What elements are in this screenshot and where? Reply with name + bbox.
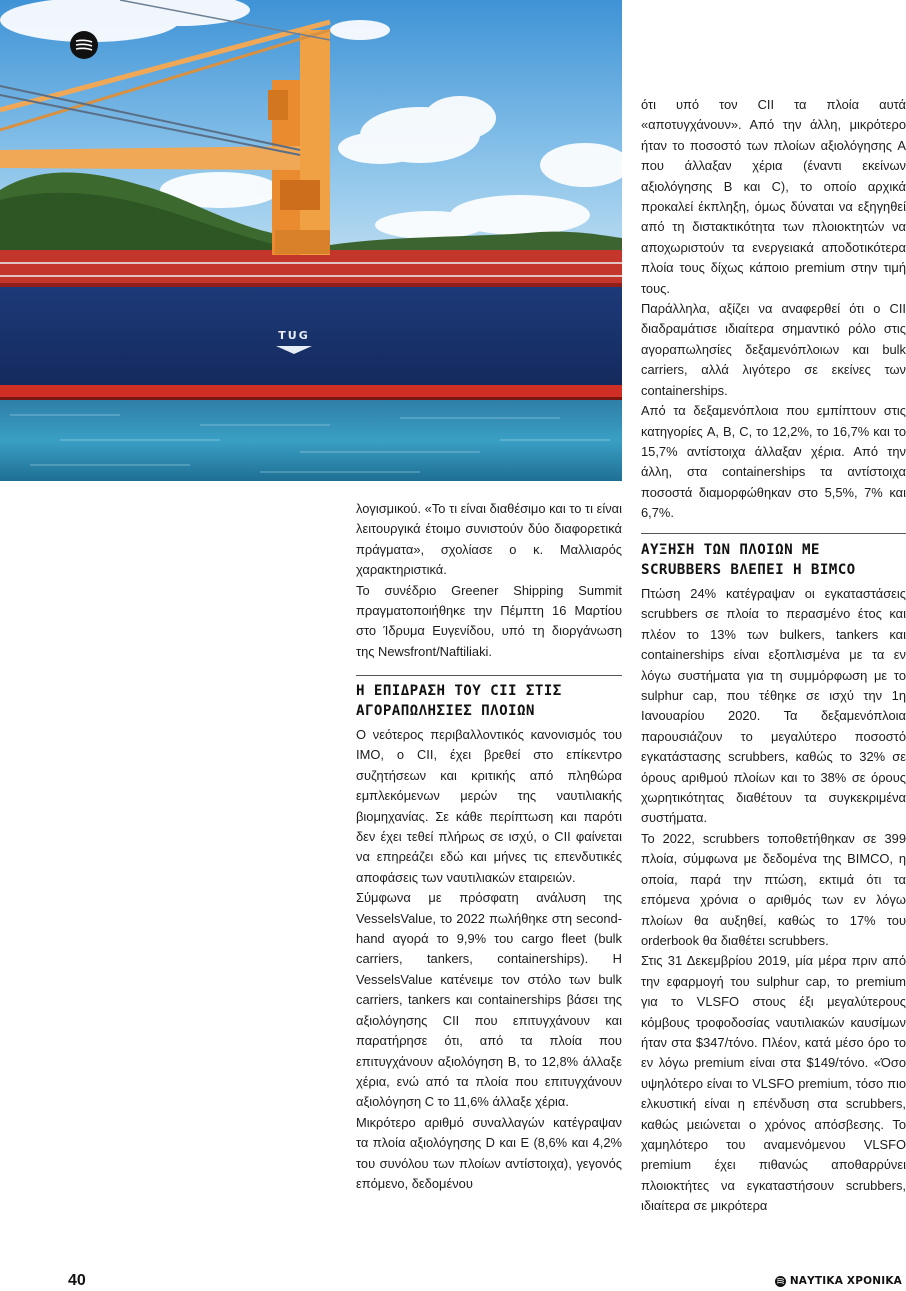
middle-column-section [356, 681, 622, 1194]
right-column-section [641, 540, 906, 1217]
right-column-intro [641, 95, 906, 524]
middle-column-intro [356, 499, 622, 662]
paragraph: Παράλληλα, αξίζει να αναφερθεί ότι ο CII διαδραμάτισε ιδιαίτερα σημαντικό ρόλο στις αγοραπωλησίες δεξαμενόπλοιων και bulk carriers, αλλά λιγότερο σε εκείνες των containerships. [641, 301, 906, 398]
bulk-carrier-image [0, 0, 622, 481]
page-number: 40 [68, 1272, 86, 1289]
publication-logo-icon [775, 1276, 786, 1287]
paragraph: λογισμικού. «Το τι είναι διαθέσιμο και το τι είναι λειτουργικά έτοιμο συνιστούν δύο διαφορετικά πράγματα», σχολίασε ο κ. Μαλλιαρός χαρακτηριστικά. [356, 501, 622, 578]
paragraph: Από τα δεξαμενόπλοια που εμπίπτουν στις κατηγορίες A, B, C, το 12,2%, το 16,7% και το 15,7% αντίστοιχα άλλαξαν χέρια. Από την άλλη, στα containerships τα αντίστοιχα ποσοστά διαμορφώθηκαν στο 5,5%, 7% και 6,7%. [641, 403, 906, 521]
paragraph: Το 2022, scrubbers τοποθετήθηκαν σε 399 πλοία, σύμφωνα με δεδομένα της BIMCO, η οποία, παρά την πτώση, εκτιμά ότι τα επόμενα χρόνια ο αριθμός των εν λόγω πλοίων θα αυξηθεί, καθώς το 17% του orderbook θα διαθέτει scrubbers. [641, 830, 906, 948]
section-heading-scrubbers: ΑΥΞΗΣΗ ΤΩΝ ΠΛΟΙΩΝ ΜΕ SCRUBBERS ΒΛΕΠΕΙ Η BIMCO [641, 542, 856, 578]
publication-name: ΝΑΥΤΙΚΑ ΧΡΟΝΙΚΑ [789, 1275, 902, 1287]
paragraph: Μικρότερο αριθμό συναλλαγών κατέγραψαν τα πλοία αξιολόγησης D και E (8,6% και 4,2% του συνόλου των πλοίων αντίστοιχα), γεγονός επόμενο, δεδομένου [356, 1114, 622, 1191]
paragraph: ότι υπό τον CII τα πλοία αυτά «αποτυγχάνουν». Από την άλλη, μικρότερο ήταν το ποσοστό των πλοίων αξιολόγησης A που άλλαξαν χέρια (έναντι εκείνων αξιολόγησης B και C), το οποίο αρχικά προκαλεί έκπληξη, όμως δύναται να εξηγηθεί από τη διστακτικότητα των πλοιοκτητών να αποχωριστούν τα ενεργειακά αποδοτικότερα πλοία τους δίχως κάποιο premium στην τιμή τους. [641, 97, 906, 296]
section-heading-cii: Η ΕΠΙΔΡΑΣΗ ΤΟΥ CII ΣΤΙΣ ΑΓΟΡΑΠΩΛΗΣΙΕΣ ΠΛΟΙΩΝ [356, 683, 562, 719]
ship-photo [0, 0, 622, 481]
publication-brand [775, 1275, 902, 1287]
paragraph: Ο νεότερος περιβαλλοντικός κανονισμός του IMO, ο CII, έχει βρεθεί στο επίκεντρο συζητήσεων και κριτικής από πληθώρα εμπλεκόμενων μερών της ναυτιλιακής βιομηχανίας. Σε κάθε περίπτωση και παρότι δεν έχει τεθεί πλήρως σε ισχύ, ο CII φαίνεται να επηρεάζει εδώ και μήνες τις επενδυτικές αποφάσεις των ναυτιλιακών εταιρειών. [356, 727, 622, 885]
section-divider [641, 533, 906, 534]
paragraph: Το συνέδριο Greener Shipping Summit πραγματοποιήθηκε την Πέμπτη 16 Μαρτίου στο Ίδρυμα Ευγενίδου, υπό τη διοργάνωση της Newsfront/Naftiliaki. [356, 582, 622, 659]
paragraph: Πτώση 24% κατέγραψαν οι εγκαταστάσεις scrubbers σε πλοία το περασμένο έτος και πλέον το 13% των bulkers, tankers και containerships είναι εξοπλισμένα με τα εν λόγω συστήματα για τη συμμόρφωση με το sulphur cap, που τέθηκε σε ισχύ την 1η Ιανουαρίου 2020. Τα δεξαμενόπλοια παρουσιάζουν το μεγαλύτερο ποσοστό εγκατάστασης scrubbers, καθώς το 32% σε όρους αριθμού πλοίων και το 38% σε όρους χωρητικότητας διαθέτουν τα συγκεκριμένα συστήματα. [641, 586, 906, 826]
section-divider [356, 675, 622, 676]
paragraph: Στις 31 Δεκεμβρίου 2019, μία μέρα πριν από την εφαρμογή του sulphur cap, το premium για το VLSFO στους έξι μεγαλύτερους κόμβους τροφοδοσίας ναυτιλιακών καυσίμων ήταν στα $347/τόνο. Πλέον, κατά μέσο όρο το εν λόγω premium είναι στα $149/τόνο. «Όσο υψηλότερο είναι το VLSFO premium, τόσο πιο ελκυστική είναι η επένδυση στα scrubbers, καθώς μειώνεται ο χρόνος απόσβεσης. Το χαμηλότερο του αναμενόμενου VLSFO premium έχει πιθανώς αποθαρρύνει πλοιοκτήτες να εγκαταστήσουν scrubbers, ιδιαίτερα σε μικρότερα [641, 953, 906, 1214]
magazine-logo-icon [70, 31, 98, 59]
paragraph: Σύμφωνα με πρόσφατη ανάλυση της VesselsValue, το 2022 πωλήθηκε στη second-hand αγορά το 9,9% του cargo fleet (bulk carriers, tankers, containerships). Η VesselsValue κατένειμε τον στόλο των bulk carriers, tankers και containerships βάσει της αξιολόγησης CII που επιτυγχάνουν και παρατήρησε ότι, από τα πλοία που επιτυγχάνουν αξιολόγηση B, το 12,8% άλλαξε χέρια, ενώ από τα πλοία που επιτυγχάνουν αξιολόγηση C το 11,6% άλλαξε χέρια. [356, 890, 622, 1110]
hull-marking-text: TUG [278, 329, 310, 342]
